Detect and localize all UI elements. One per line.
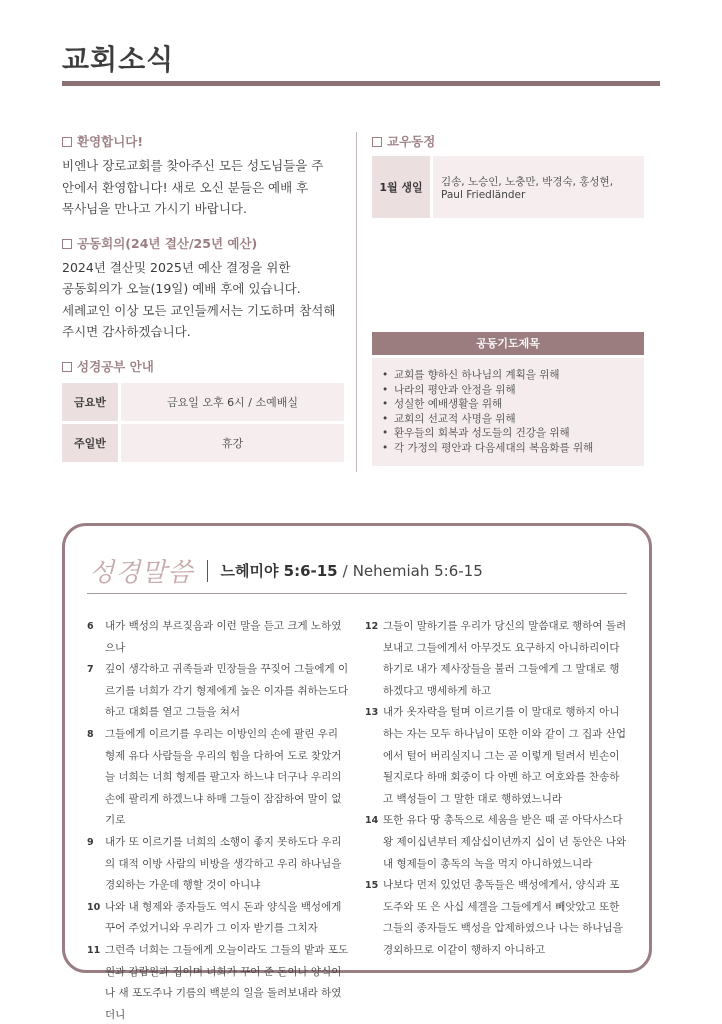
scripture-reference: 느헤미야 5:6-15 — [220, 562, 338, 580]
meeting-body: 2024년 결산및 2025년 예산 결정을 위한 공동회의가 오늘(19일) 예배 후에 있습니다. 세례교인 이상 모든 교인들께서는 기도하며 참석해 주시면 감사하겠습니다. — [62, 259, 336, 339]
checkbox-square-icon — [62, 137, 72, 147]
verse — [365, 702, 627, 810]
bible-study-heading-text: 성경공부 안내 — [77, 358, 154, 374]
welcome-heading-text: 환영합니다! — [77, 134, 144, 149]
checkbox-square-icon — [372, 137, 382, 147]
bible-study-table — [62, 380, 344, 465]
table-row — [62, 383, 344, 421]
verse — [87, 616, 349, 659]
prayer-list — [372, 358, 644, 466]
verse-text: 깊이 생각하고 귀족들과 민장들을 꾸짖어 그들에게 이르기를 너희가 각기 형제에게 높은 이자를 취하는도다 하고 대회를 열고 그들을 쳐서 — [105, 663, 349, 719]
list-item: • 교회를 향하신 하나님의 계획을 위해 — [382, 368, 632, 383]
prayer-section — [372, 332, 644, 466]
verse-number: 8 — [87, 728, 94, 740]
bible-study-heading — [62, 357, 344, 375]
reference-slash: / — [342, 561, 348, 580]
scripture-reference-en: Nehemiah 5:6-15 — [352, 561, 483, 580]
verse-column-right — [365, 616, 627, 962]
verse — [87, 940, 349, 1024]
welcome-heading — [62, 132, 344, 150]
verse-text: 그런즉 너희는 그들에게 오늘이라도 그들의 밭과 포도원과 감람원과 집이며 너희가 꾸어 준 돈이나 양식이나 새 포도주나 기름의 백분의 일을 돌려보내라 하였더니 — [105, 943, 349, 1021]
right-column — [372, 132, 644, 466]
birthday-label: 1월 생일 — [372, 156, 430, 218]
scripture-logo: 성경말씀 — [89, 558, 194, 588]
verse — [87, 832, 349, 897]
verse-text: 내가 옷자락을 털며 이르기를 이 말대로 행하지 아니하는 자는 모두 하나님이 또한 이와 같이 그 집과 산업에서 털어 버리실지니 그는 곧 이렇게 털려서 빈손이 될지로다 하매 회중이 다 아멘 하고 여호와를 찬송하고 백성들이 그 말한 대로 행하였느니라 — [383, 706, 627, 805]
table-row — [62, 424, 344, 462]
list-item: • 나라의 평안과 안정을 위해 — [382, 383, 632, 398]
verse-number: 7 — [87, 664, 94, 676]
verse-text: 나보다 먼저 있었던 총독들은 백성에게서, 양식과 포도주와 또 은 사십 세겔을 그들에게서 빼앗았고 또한 그들의 종자들도 백성을 압제하였으나 나는 하나님을 경외하므로 이같이 행하지 아니하고 — [383, 879, 623, 956]
verse-column-left — [87, 616, 349, 1024]
scripture-box — [62, 523, 652, 1021]
column-divider — [356, 132, 357, 472]
verse-number: 15 — [365, 880, 379, 892]
welcome-body: 비엔나 장로교회를 찾아주신 모든 성도님들을 주 안에서 환영합니다! 새로 오신 분들은 예배 후 목사님을 만나고 가시기 바랍니다. — [62, 158, 324, 216]
study-class-value: 휴강 — [118, 424, 344, 462]
list-item: • 각 가정의 평안과 다음세대의 복음화를 위해 — [382, 441, 632, 456]
list-item: • 성실한 예배생활을 위해 — [382, 397, 632, 412]
study-class-label: 금요반 — [62, 383, 118, 421]
verse — [365, 875, 627, 961]
verse-number: 13 — [365, 707, 379, 719]
bible-study-section — [62, 357, 344, 465]
verse — [365, 810, 627, 875]
checkbox-square-icon — [62, 239, 72, 249]
meeting-section — [62, 234, 344, 343]
birthday-row — [372, 156, 644, 218]
meeting-heading — [62, 234, 344, 252]
verse-text: 그들이 말하기를 우리가 당신의 말씀대로 행하여 돌려보내고 그들에게서 아무것도 요구하지 아니하리이다 하기로 내가 제사장들을 불러 그들에게 그 말대로 행하겠다고 맹세하게 하고 — [383, 620, 627, 697]
title-divider — [62, 81, 660, 86]
verse-text: 그들에게 이르기를 우리는 이방인의 손에 팔린 우리 형제 유다 사람들을 우리의 힘을 다하여 도로 찾았거늘 너희는 너희 형제를 팔고자 하느냐 더구나 우리의 손에 팔리게 하겠느냐 하매 그들이 잠잠하여 말이 없기로 — [105, 727, 342, 827]
study-class-label: 주일반 — [62, 424, 118, 462]
verse-number: 10 — [87, 901, 101, 913]
prayer-heading: 공동기도제목 — [372, 332, 644, 355]
verse-number: 6 — [87, 621, 94, 632]
birthday-names: 김송, 노승인, 노충만, 박경숙, 홍성현, Paul Friedländer — [433, 156, 644, 218]
verse — [87, 897, 349, 940]
meeting-heading-text: 공동회의(24년 결산/25년 예산) — [77, 235, 258, 251]
header-separator — [207, 560, 208, 582]
member-news-section — [372, 132, 644, 218]
verse — [87, 724, 349, 832]
welcome-section — [62, 132, 344, 220]
scripture-header — [89, 552, 483, 589]
member-news-heading-text: 교우동정 — [387, 134, 436, 149]
verse-text: 내가 백성의 부르짖음과 이런 말을 듣고 크게 노하였으나 — [105, 620, 342, 654]
verse-number: 9 — [87, 836, 94, 848]
verse-number: 14 — [365, 815, 379, 827]
scripture-divider — [87, 593, 627, 594]
list-item: • 환우들의 회복과 성도들의 건강을 위해 — [382, 426, 632, 441]
list-item: • 교회의 선교적 사명을 위해 — [382, 412, 632, 427]
left-column — [62, 132, 344, 479]
verse — [365, 616, 627, 702]
member-news-heading — [372, 132, 644, 150]
verse — [87, 659, 349, 724]
verse-text: 또한 유다 땅 총독으로 세움을 받은 때 곧 아닥사스다 왕 제이십년부터 제삼십이년까지 십이 년 동안은 나와 내 형제들이 총독의 녹을 먹지 아니하였느니라 — [383, 814, 627, 870]
verse-text: 나와 내 형제와 종자들도 역시 돈과 양식을 백성에게 꾸어 주었거니와 우리가 그 이자 받기를 그치자 — [105, 900, 342, 935]
verse-number: 11 — [87, 944, 101, 956]
verse-number: 12 — [365, 621, 379, 632]
verse-text: 내가 또 이르기를 너희의 소행이 좋지 못하도다 우리의 대적 이방 사람의 비방을 생각하고 우리 하나님을 경외하는 가운데 행할 것이 아니냐 — [105, 835, 342, 892]
checkbox-square-icon — [62, 362, 72, 372]
study-class-value: 금요일 오후 6시 / 소예배실 — [118, 383, 344, 421]
page-title: 교회소식 — [62, 43, 175, 76]
